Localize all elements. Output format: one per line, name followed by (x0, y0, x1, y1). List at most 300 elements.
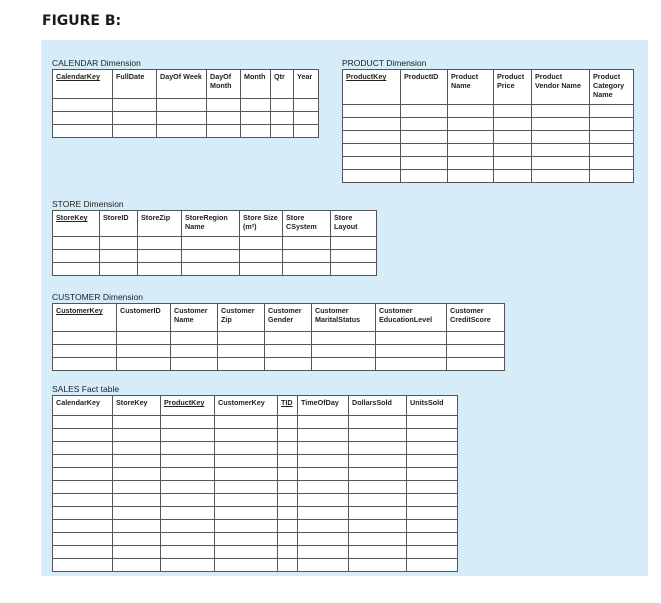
customer-column-label: Customer Name (174, 306, 208, 324)
table-cell (113, 507, 161, 520)
table-cell (532, 144, 590, 157)
product-column-header (494, 70, 532, 105)
table-cell (278, 481, 298, 494)
table-cell (271, 112, 294, 125)
table-cell (407, 546, 458, 559)
store-column-header (138, 211, 182, 237)
store-header-row (53, 211, 377, 237)
table-row (343, 157, 634, 170)
sales-column-label: ProductKey (164, 398, 205, 407)
calendar-column-label: Month (244, 72, 266, 81)
product-column-header (401, 70, 448, 105)
table-cell (215, 546, 278, 559)
table-cell (448, 131, 494, 144)
table-row (53, 416, 458, 429)
customer-dimension (52, 292, 505, 371)
table-cell (113, 99, 157, 112)
table-cell (401, 144, 448, 157)
table-cell (117, 332, 171, 345)
product-header-row (343, 70, 634, 105)
table-cell (278, 455, 298, 468)
table-row (53, 429, 458, 442)
table-row (343, 131, 634, 144)
table-cell (343, 157, 401, 170)
table-cell (113, 455, 161, 468)
table-cell (298, 481, 349, 494)
table-cell (331, 263, 377, 276)
sales-header-row (53, 396, 458, 416)
table-cell (407, 559, 458, 572)
table-cell (240, 237, 283, 250)
table-cell (215, 468, 278, 481)
table-cell (349, 468, 407, 481)
table-cell (401, 105, 448, 118)
table-cell (349, 507, 407, 520)
table-cell (207, 125, 241, 138)
store-column-label: Store Size (m²) (243, 213, 278, 231)
table-cell (161, 507, 215, 520)
table-cell (53, 494, 113, 507)
product-table-title: PRODUCT Dimension (342, 58, 427, 68)
table-cell (53, 481, 113, 494)
table-cell (532, 131, 590, 144)
table-cell (298, 455, 349, 468)
table-row (53, 507, 458, 520)
table-cell (312, 332, 376, 345)
table-cell (161, 546, 215, 559)
table-cell (448, 170, 494, 183)
table-cell (113, 481, 161, 494)
table-cell (271, 125, 294, 138)
store-column-header (100, 211, 138, 237)
calendar-column-label: FullDate (116, 72, 145, 81)
table-cell (278, 507, 298, 520)
calendar-column-header (271, 70, 294, 99)
table-cell (447, 332, 505, 345)
table-cell (494, 118, 532, 131)
table-cell (157, 99, 207, 112)
table-cell (241, 99, 271, 112)
table-row (53, 494, 458, 507)
sales-table-grid (52, 395, 458, 572)
table-cell (278, 533, 298, 546)
table-cell (278, 520, 298, 533)
table-cell (532, 105, 590, 118)
table-cell (207, 99, 241, 112)
calendar-column-header (207, 70, 241, 99)
table-cell (283, 237, 331, 250)
store-dimension (52, 199, 377, 276)
table-cell (161, 468, 215, 481)
table-cell (113, 559, 161, 572)
table-cell (271, 99, 294, 112)
sales-column-label: StoreKey (116, 398, 148, 407)
table-cell (401, 118, 448, 131)
product-column-label: Product Vendor Name (535, 72, 581, 90)
table-cell (343, 144, 401, 157)
product-table-grid (342, 69, 634, 183)
table-cell (447, 358, 505, 371)
table-cell (161, 559, 215, 572)
sales-column-header (215, 396, 278, 416)
table-cell (161, 494, 215, 507)
product-column-header (590, 70, 634, 105)
table-cell (53, 442, 113, 455)
table-cell (349, 429, 407, 442)
table-cell (343, 105, 401, 118)
store-column-header (240, 211, 283, 237)
customer-column-label: Customer CreditScore (450, 306, 491, 324)
table-cell (138, 237, 182, 250)
table-cell (215, 416, 278, 429)
table-cell (349, 494, 407, 507)
product-column-header (343, 70, 401, 105)
table-cell (53, 533, 113, 546)
table-cell (407, 455, 458, 468)
sales-column-label: DollarsSold (352, 398, 392, 407)
table-row (343, 144, 634, 157)
table-row (53, 237, 377, 250)
table-cell (53, 250, 100, 263)
table-row (53, 442, 458, 455)
table-cell (161, 520, 215, 533)
table-cell (376, 332, 447, 345)
table-cell (376, 358, 447, 371)
calendar-table-grid (52, 69, 319, 138)
table-cell (298, 442, 349, 455)
table-cell (157, 112, 207, 125)
store-column-label: Store CSystem (286, 213, 317, 231)
table-cell (349, 442, 407, 455)
store-column-label: StoreKey (56, 213, 88, 222)
table-cell (53, 559, 113, 572)
product-column-header (532, 70, 590, 105)
table-cell (171, 358, 218, 371)
table-row (343, 105, 634, 118)
table-cell (298, 533, 349, 546)
table-cell (294, 125, 319, 138)
customer-column-header (376, 304, 447, 332)
table-cell (53, 263, 100, 276)
customer-table-title: CUSTOMER Dimension (52, 292, 144, 302)
table-cell (265, 332, 312, 345)
table-cell (407, 507, 458, 520)
calendar-column-label: DayOf Month (210, 72, 232, 90)
table-cell (182, 237, 240, 250)
table-cell (407, 468, 458, 481)
store-column-label: StoreID (103, 213, 129, 222)
table-row (53, 112, 319, 125)
customer-column-label: Customer Gender (268, 306, 302, 324)
sales-column-header (113, 396, 161, 416)
calendar-dimension (52, 58, 319, 138)
table-cell (53, 125, 113, 138)
table-cell (494, 157, 532, 170)
table-cell (215, 559, 278, 572)
table-cell (113, 533, 161, 546)
table-cell (53, 520, 113, 533)
table-cell (215, 429, 278, 442)
table-cell (218, 345, 265, 358)
product-column-label: ProductKey (346, 72, 387, 81)
sales-column-header (53, 396, 113, 416)
table-cell (349, 559, 407, 572)
table-cell (298, 416, 349, 429)
table-cell (113, 520, 161, 533)
table-row (53, 559, 458, 572)
table-cell (215, 533, 278, 546)
table-cell (590, 157, 634, 170)
table-cell (494, 144, 532, 157)
table-cell (298, 468, 349, 481)
table-cell (53, 429, 113, 442)
table-cell (241, 112, 271, 125)
table-cell (161, 442, 215, 455)
customer-column-label: Customer Zip (221, 306, 255, 324)
calendar-column-label: Qtr (274, 72, 285, 81)
table-cell (298, 494, 349, 507)
table-cell (53, 237, 100, 250)
store-column-label: StoreRegion Name (185, 213, 228, 231)
product-dimension (342, 58, 634, 183)
table-row (53, 468, 458, 481)
table-cell (401, 170, 448, 183)
table-cell (138, 263, 182, 276)
table-cell (298, 507, 349, 520)
table-cell (53, 546, 113, 559)
sales-column-label: CalendarKey (56, 398, 100, 407)
table-cell (215, 520, 278, 533)
table-cell (138, 250, 182, 263)
table-cell (241, 125, 271, 138)
table-cell (278, 559, 298, 572)
table-cell (407, 429, 458, 442)
table-cell (53, 455, 113, 468)
sales-column-label: CustomerKey (218, 398, 265, 407)
table-cell (349, 416, 407, 429)
table-row (53, 99, 319, 112)
table-cell (294, 112, 319, 125)
table-cell (100, 237, 138, 250)
table-cell (240, 250, 283, 263)
product-column-label: Product Category Name (593, 72, 625, 99)
product-column-label: Product Name (451, 72, 479, 90)
table-cell (331, 250, 377, 263)
table-cell (532, 157, 590, 170)
table-cell (343, 118, 401, 131)
calendar-column-label: DayOf Week (160, 72, 202, 81)
table-cell (494, 170, 532, 183)
table-cell (207, 112, 241, 125)
figure-title: FIGURE B: (42, 13, 122, 29)
sales-column-label: UnitsSold (410, 398, 444, 407)
table-cell (407, 494, 458, 507)
customer-column-header (447, 304, 505, 332)
product-column-label: Product Price (497, 72, 525, 90)
table-cell (278, 416, 298, 429)
table-row (53, 455, 458, 468)
calendar-column-header (294, 70, 319, 99)
product-column-header (448, 70, 494, 105)
table-cell (215, 442, 278, 455)
table-cell (283, 263, 331, 276)
customer-column-label: CustomerKey (56, 306, 103, 315)
customer-column-header (265, 304, 312, 332)
table-row (53, 546, 458, 559)
table-cell (117, 345, 171, 358)
table-cell (401, 157, 448, 170)
table-cell (113, 546, 161, 559)
table-row (53, 345, 505, 358)
table-cell (349, 546, 407, 559)
table-cell (113, 429, 161, 442)
table-cell (278, 546, 298, 559)
calendar-column-header (113, 70, 157, 99)
store-column-label: StoreZip (141, 213, 171, 222)
sales-fact-table (52, 384, 458, 572)
table-cell (113, 112, 157, 125)
table-cell (100, 263, 138, 276)
table-cell (265, 345, 312, 358)
store-column-header (283, 211, 331, 237)
calendar-header-row (53, 70, 319, 99)
table-cell (448, 118, 494, 131)
store-column-label: Store Layout (334, 213, 358, 231)
table-cell (298, 520, 349, 533)
table-cell (401, 131, 448, 144)
table-row (343, 118, 634, 131)
customer-column-label: Customer EducationLevel (379, 306, 433, 324)
customer-column-header (312, 304, 376, 332)
customer-column-header (171, 304, 218, 332)
table-cell (407, 533, 458, 546)
table-cell (494, 105, 532, 118)
table-cell (407, 442, 458, 455)
table-cell (349, 533, 407, 546)
table-row (53, 533, 458, 546)
table-cell (298, 546, 349, 559)
table-cell (182, 250, 240, 263)
table-cell (265, 358, 312, 371)
table-cell (590, 170, 634, 183)
store-column-header (182, 211, 240, 237)
table-cell (590, 131, 634, 144)
table-cell (117, 358, 171, 371)
customer-column-label: CustomerID (120, 306, 161, 315)
sales-column-header (161, 396, 215, 416)
sales-column-label: TID (281, 398, 293, 407)
table-cell (215, 494, 278, 507)
calendar-column-label: CalendarKey (56, 72, 100, 81)
table-cell (53, 345, 117, 358)
table-cell (100, 250, 138, 263)
sales-table-title: SALES Fact table (52, 384, 120, 394)
table-cell (215, 455, 278, 468)
customer-header-row (53, 304, 505, 332)
sales-column-header (298, 396, 349, 416)
table-cell (590, 144, 634, 157)
table-cell (294, 99, 319, 112)
table-row (53, 125, 319, 138)
table-row (53, 358, 505, 371)
customer-column-header (53, 304, 117, 332)
table-cell (312, 358, 376, 371)
table-cell (53, 358, 117, 371)
table-cell (532, 118, 590, 131)
table-cell (215, 481, 278, 494)
calendar-column-header (241, 70, 271, 99)
table-cell (349, 455, 407, 468)
table-cell (161, 533, 215, 546)
table-cell (161, 455, 215, 468)
table-cell (343, 170, 401, 183)
customer-column-label: Customer MaritalStatus (315, 306, 361, 324)
table-cell (376, 345, 447, 358)
table-cell (161, 416, 215, 429)
table-row (53, 263, 377, 276)
calendar-table-title: CALENDAR Dimension (52, 58, 141, 68)
store-column-header (53, 211, 100, 237)
table-cell (278, 468, 298, 481)
table-cell (182, 263, 240, 276)
table-cell (161, 429, 215, 442)
table-cell (407, 520, 458, 533)
table-cell (447, 345, 505, 358)
table-cell (448, 144, 494, 157)
table-cell (113, 125, 157, 138)
store-column-header (331, 211, 377, 237)
table-cell (53, 332, 117, 345)
table-cell (298, 429, 349, 442)
table-cell (215, 507, 278, 520)
table-cell (448, 105, 494, 118)
calendar-column-label: Year (297, 72, 313, 81)
customer-column-header (218, 304, 265, 332)
table-cell (218, 332, 265, 345)
table-cell (349, 481, 407, 494)
customer-column-header (117, 304, 171, 332)
store-table-title: STORE Dimension (52, 199, 124, 209)
table-cell (218, 358, 265, 371)
table-row (53, 332, 505, 345)
table-cell (343, 131, 401, 144)
table-cell (171, 332, 218, 345)
table-cell (113, 416, 161, 429)
table-cell (278, 442, 298, 455)
sales-column-label: TimeOfDay (301, 398, 339, 407)
table-row (53, 481, 458, 494)
table-cell (298, 559, 349, 572)
table-cell (171, 345, 218, 358)
sales-column-header (407, 396, 458, 416)
table-cell (448, 157, 494, 170)
table-cell (532, 170, 590, 183)
table-cell (590, 118, 634, 131)
table-cell (113, 442, 161, 455)
product-column-label: ProductID (404, 72, 439, 81)
table-cell (331, 237, 377, 250)
table-cell (53, 112, 113, 125)
table-row (53, 520, 458, 533)
table-cell (349, 520, 407, 533)
table-cell (240, 263, 283, 276)
table-cell (157, 125, 207, 138)
table-cell (407, 416, 458, 429)
table-cell (283, 250, 331, 263)
table-cell (278, 494, 298, 507)
table-cell (53, 99, 113, 112)
sales-column-header (278, 396, 298, 416)
